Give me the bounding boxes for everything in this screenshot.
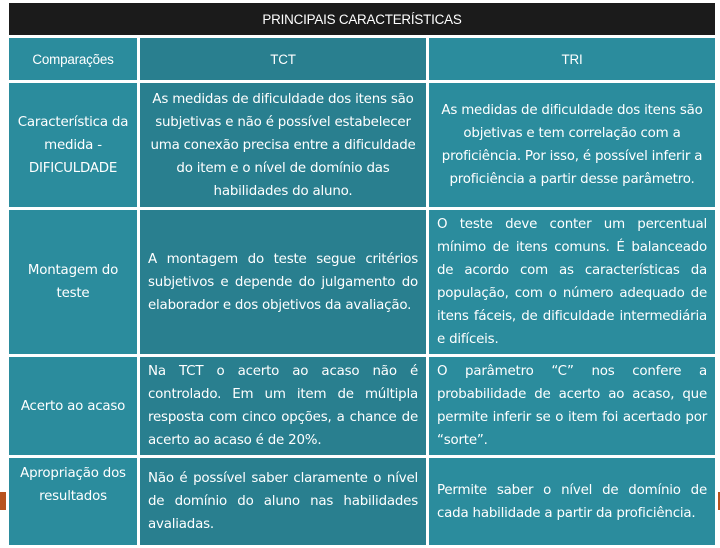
header-tri: TRI [428, 37, 717, 82]
row-label-acerto: Acerto ao acaso [8, 356, 139, 457]
table-row [8, 356, 717, 457]
header-comparacoes: Comparações [8, 37, 139, 82]
cell-tct-dificuldade: As medidas de dificuldade dos itens são subjetivas e não é possível estabelecer uma conexão precisa entre a dificuldade do item e o nível de domínio das habilidades do aluno. [139, 82, 428, 209]
row-label-montagem: Montagem do teste [8, 209, 139, 356]
cell-tct-acerto: Na TCT o acerto ao acaso não é controlado. Em um item de múltipla resposta com cinco opções, a chance de acerto ao acaso é de 20%. [139, 356, 428, 457]
comparison-table [6, 0, 718, 548]
cell-tri-acerto: O parâmetro “C” nos confere a probabilidade de acerto ao acaso, que permite inferir se o item foi acertado por “sorte”. [428, 356, 717, 457]
header-row [8, 37, 717, 82]
row-label-apropriacao: Apropriação dos resultados [8, 457, 139, 547]
cell-tri-montagem: O teste deve conter um percentual mínimo de itens comuns. É balanceado de acordo com as características da população, com o número adequado de itens fáceis, de dificuldade intermediária e difíceis. [428, 209, 717, 356]
table-title: PRINCIPAIS CARACTERÍSTICAS [8, 2, 717, 37]
cell-tct-apropriacao: Não é possível saber claramente o nível de domínio do aluno nas habilidades avaliadas. [139, 457, 428, 547]
header-tct: TCT [139, 37, 428, 82]
table-row [8, 457, 717, 547]
row-label-dificuldade: Característica da medida - DIFICULDADE [8, 82, 139, 209]
cell-tct-montagem: A montagem do teste segue critérios subjetivos e depende do julgamento do elaborador e dos objetivos da avaliação. [139, 209, 428, 356]
cell-tri-dificuldade: As medidas de dificuldade dos itens são objetivas e tem correlação com a proficiência. Por isso, é possível inferir a proficiência a partir desse parâmetro. [428, 82, 717, 209]
title-row [8, 2, 717, 37]
table-row [8, 209, 717, 356]
table-row [8, 82, 717, 209]
cell-tri-apropriacao: Permite saber o nível de domínio de cada habilidade a partir da proficiência. [428, 457, 717, 547]
